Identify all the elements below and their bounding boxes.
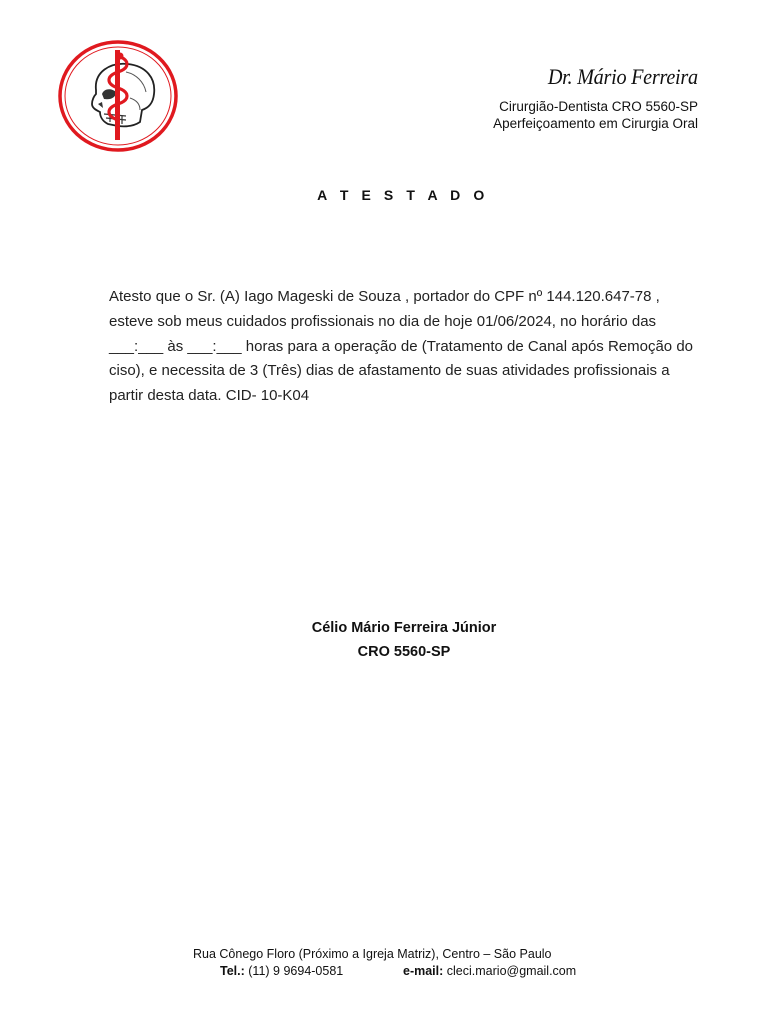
phone-number: (11) 9 9694-0581 — [248, 964, 344, 978]
email-address: cleci.mario@gmail.com — [446, 964, 577, 978]
email-label: e-mail: — [403, 964, 444, 978]
footer-phone — [220, 963, 343, 979]
footer-email — [403, 963, 576, 979]
certificate-body: Atesto que o Sr. (A) Iago Mageski de Souza , portador do CPF nº 144.120.647-78 , esteve sob meus cuidados profissionais no dia de hoje 01/06/2024, no horário das ___:___ às ___:___ horas para a operação de (Tratamento de Canal após Remoção do ciso), e necessita de 3 (Três) dias de afastamento de suas atividades profissionais a partir desta data. CID- 10-K04 — [109, 288, 694, 405]
doctor-header — [493, 64, 698, 132]
phone-label: Tel.: — [220, 964, 245, 978]
skull-caduceus-logo — [56, 38, 180, 154]
document-title: A T E S T A D O — [317, 187, 489, 203]
signatory-name: Célio Mário Ferreira Júnior — [311, 620, 497, 636]
signature-block — [0, 616, 768, 664]
doctor-specialization: Aperfeiçoamento em Cirurgia Oral — [493, 116, 698, 131]
footer-address: Rua Cônego Floro (Próximo a Igreja Matriz), Centro – São Paulo — [193, 947, 552, 961]
doctor-name: Dr. Mário Ferreira — [547, 64, 698, 89]
signatory-registration: CRO 5560-SP — [357, 644, 451, 660]
doctor-credential: Cirurgião-Dentista CRO 5560-SP — [499, 99, 698, 114]
